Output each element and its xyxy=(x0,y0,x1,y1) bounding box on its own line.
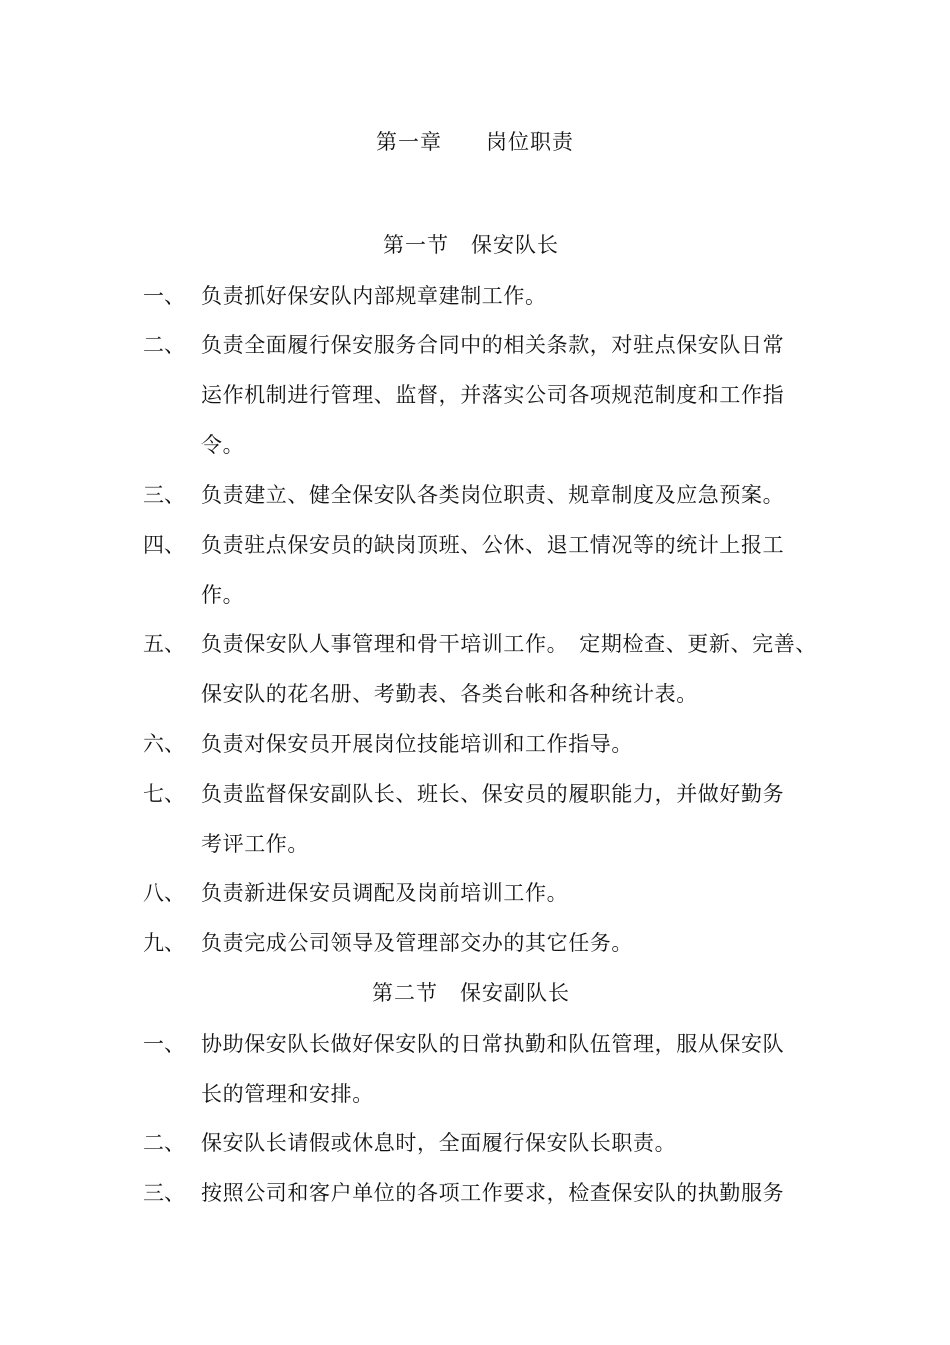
item-number: 三、 xyxy=(143,483,185,507)
item-text: 考评工作。 xyxy=(201,832,309,856)
section-title-1: 第一节 保安队长 xyxy=(383,233,559,257)
item-text: 负责新进保安员调配及岗前培训工作。 xyxy=(201,881,569,905)
item-text: 协助保安队长做好保安队的日常执勤和队伍管理，服从保安队 xyxy=(201,1032,785,1056)
item-text: 负责监督保安副队长、班长、保安员的履职能力，并做好勤务 xyxy=(201,782,785,806)
item-number: 八、 xyxy=(143,881,185,905)
item-number: 六、 xyxy=(143,732,185,756)
item-text: 负责对保安员开展岗位技能培训和工作指导。 xyxy=(201,732,633,756)
section-title-2: 第二节 保安副队长 xyxy=(372,981,570,1005)
chapter-title: 第一章 岗位职责 xyxy=(376,130,574,154)
item-text: 负责保安队人事管理和骨干培训工作。 定期检查、更新、完善、 xyxy=(201,632,817,656)
item-text: 负责建立、健全保安队各类岗位职责、规章制度及应急预案。 xyxy=(201,483,785,507)
item-text: 保安队长请假或休息时，全面履行保安队长职责。 xyxy=(201,1131,677,1155)
item-text: 运作机制进行管理、监督，并落实公司各项规范制度和工作指 xyxy=(201,383,785,407)
item-text: 负责驻点保安员的缺岗顶班、公休、退工情况等的统计上报工 xyxy=(201,533,785,557)
item-text: 保安队的花名册、考勤表、各类台帐和各种统计表。 xyxy=(201,682,698,706)
item-number: 九、 xyxy=(143,931,185,955)
item-text: 负责抓好保安队内部规章建制工作。 xyxy=(201,284,547,308)
item-number: 五、 xyxy=(143,632,185,656)
item-number: 四、 xyxy=(143,533,185,557)
item-text: 长的管理和安排。 xyxy=(201,1082,374,1106)
item-text: 负责完成公司领导及管理部交办的其它任务。 xyxy=(201,931,633,955)
item-text: 令。 xyxy=(201,433,245,457)
item-number: 一、 xyxy=(143,284,185,308)
item-text: 按照公司和客户单位的各项工作要求，检查保安队的执勤服务 xyxy=(201,1181,785,1205)
item-number: 七、 xyxy=(143,782,185,806)
item-number: 三、 xyxy=(143,1181,185,1205)
item-number: 一、 xyxy=(143,1032,185,1056)
item-number: 二、 xyxy=(143,333,185,357)
item-text: 作。 xyxy=(201,583,245,607)
item-text: 负责全面履行保安服务合同中的相关条款，对驻点保安队日常 xyxy=(201,333,785,357)
item-number: 二、 xyxy=(143,1131,185,1155)
